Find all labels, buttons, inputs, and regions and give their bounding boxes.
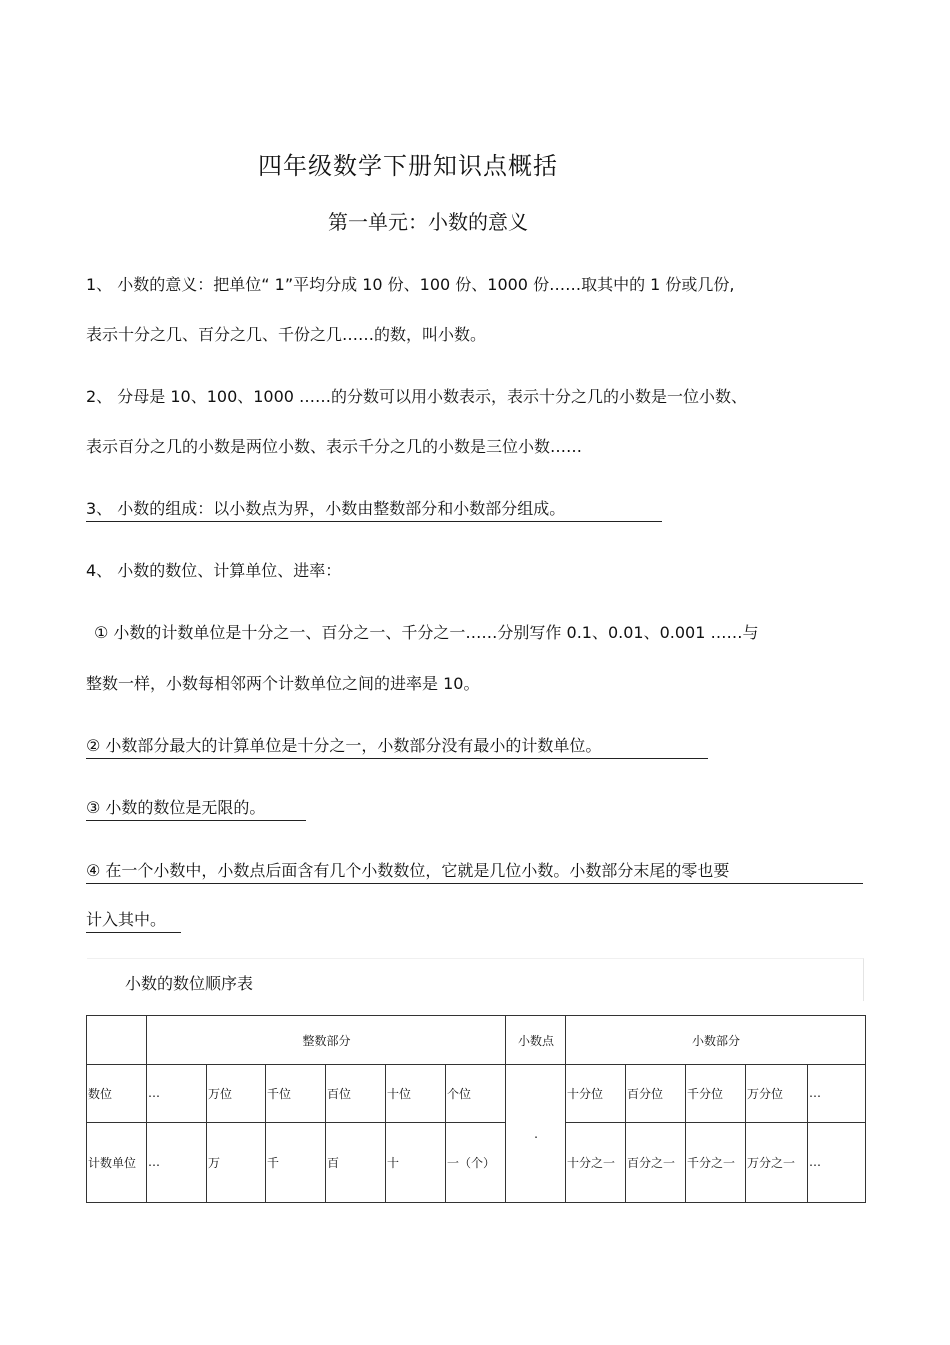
table-row-unit (87, 1122, 866, 1202)
point-4: 4、 小数的数位、计算单位、进率： (86, 561, 342, 580)
table-cell: … (147, 1065, 207, 1122)
point-1-line-1: 1、 小数的意义：把单位“ 1”平均分成 10 份、100 份、1000 份……取其中的 1 份或几份, (86, 275, 735, 294)
decimal-part-header: 小数部分 (566, 1016, 866, 1065)
table-cell: 百位 (326, 1065, 386, 1122)
table-cell: 一（个） (446, 1122, 506, 1202)
integer-part-header: 整数部分 (147, 1016, 506, 1065)
table-cell: 千分位 (686, 1065, 746, 1122)
item-4-line-2 (86, 907, 181, 933)
page-title: 四年级数学下册知识点概括 (258, 152, 558, 180)
table-cell: 百分位 (626, 1065, 686, 1122)
item-2-text: ② 小数部分最大的计算单位是十分之一，小数部分没有最小的计数单位。 (86, 733, 708, 759)
point-3-text: 3、 小数的组成：以小数点为界，小数由整数部分和小数部分组成。 (86, 496, 662, 522)
table-cell: 万分位 (746, 1065, 808, 1122)
point-2-line-2: 表示百分之几的小数是两位小数、表示千分之几的小数是三位小数…… (86, 437, 583, 456)
row-label-unit: 计数单位 (87, 1122, 147, 1202)
table-cell: 十 (386, 1122, 446, 1202)
table-header-row (87, 1016, 866, 1065)
table-cell: 百 (326, 1122, 386, 1202)
table-cell: 万 (207, 1122, 266, 1202)
item-4-text-1: ④ 在一个小数中，小数点后面含有几个小数数位，它就是几位小数。小数部分末尾的零也要 (86, 858, 863, 884)
table-cell: 十分之一 (566, 1122, 626, 1202)
table-cell: 千分之一 (686, 1122, 746, 1202)
point-3 (86, 496, 662, 522)
decimal-place-table (86, 1015, 866, 1203)
table-cell: 千位 (266, 1065, 326, 1122)
item-2 (86, 733, 708, 759)
item-1-line-2: 整数一样，小数每相邻两个计数单位之间的进率是 10。 (86, 674, 480, 693)
table-caption: 小数的数位顺序表 (125, 974, 254, 993)
table-corner-cell (87, 1016, 147, 1065)
decimal-point-header: 小数点 (506, 1016, 566, 1065)
item-4-text-2: 计入其中。 (86, 907, 181, 933)
item-4-line-1 (86, 858, 863, 884)
item-3 (86, 795, 306, 821)
point-2-line-1: 2、 分母是 10、100、1000 ……的分数可以用小数表示，表示十分之几的小数是一位小数、 (86, 387, 748, 406)
item-3-text: ③ 小数的数位是无限的。 (86, 795, 306, 821)
table-cell: 千 (266, 1122, 326, 1202)
table-cell: 十位 (386, 1065, 446, 1122)
table-cell: 万位 (207, 1065, 266, 1122)
decimal-point-cell: . (506, 1065, 566, 1203)
table-cell: 百分之一 (626, 1122, 686, 1202)
table-cell: … (147, 1122, 207, 1202)
table-cell: … (808, 1122, 866, 1202)
table-row-place (87, 1065, 866, 1122)
item-1-line-1: ① 小数的计数单位是十分之一、百分之一、千分之一……分别写作 0.1、0.01、0.001 ……与 (94, 623, 759, 642)
table-caption-box (87, 958, 864, 1001)
table-cell: … (808, 1065, 866, 1122)
row-label-place: 数位 (87, 1065, 147, 1122)
table-cell: 万分之一 (746, 1122, 808, 1202)
table-cell: 个位 (446, 1065, 506, 1122)
point-1-line-2: 表示十分之几、百分之几、千份之几……的数，叫小数。 (86, 325, 487, 344)
table-cell: 十分位 (566, 1065, 626, 1122)
unit-subtitle: 第一单元：小数的意义 (328, 210, 528, 234)
